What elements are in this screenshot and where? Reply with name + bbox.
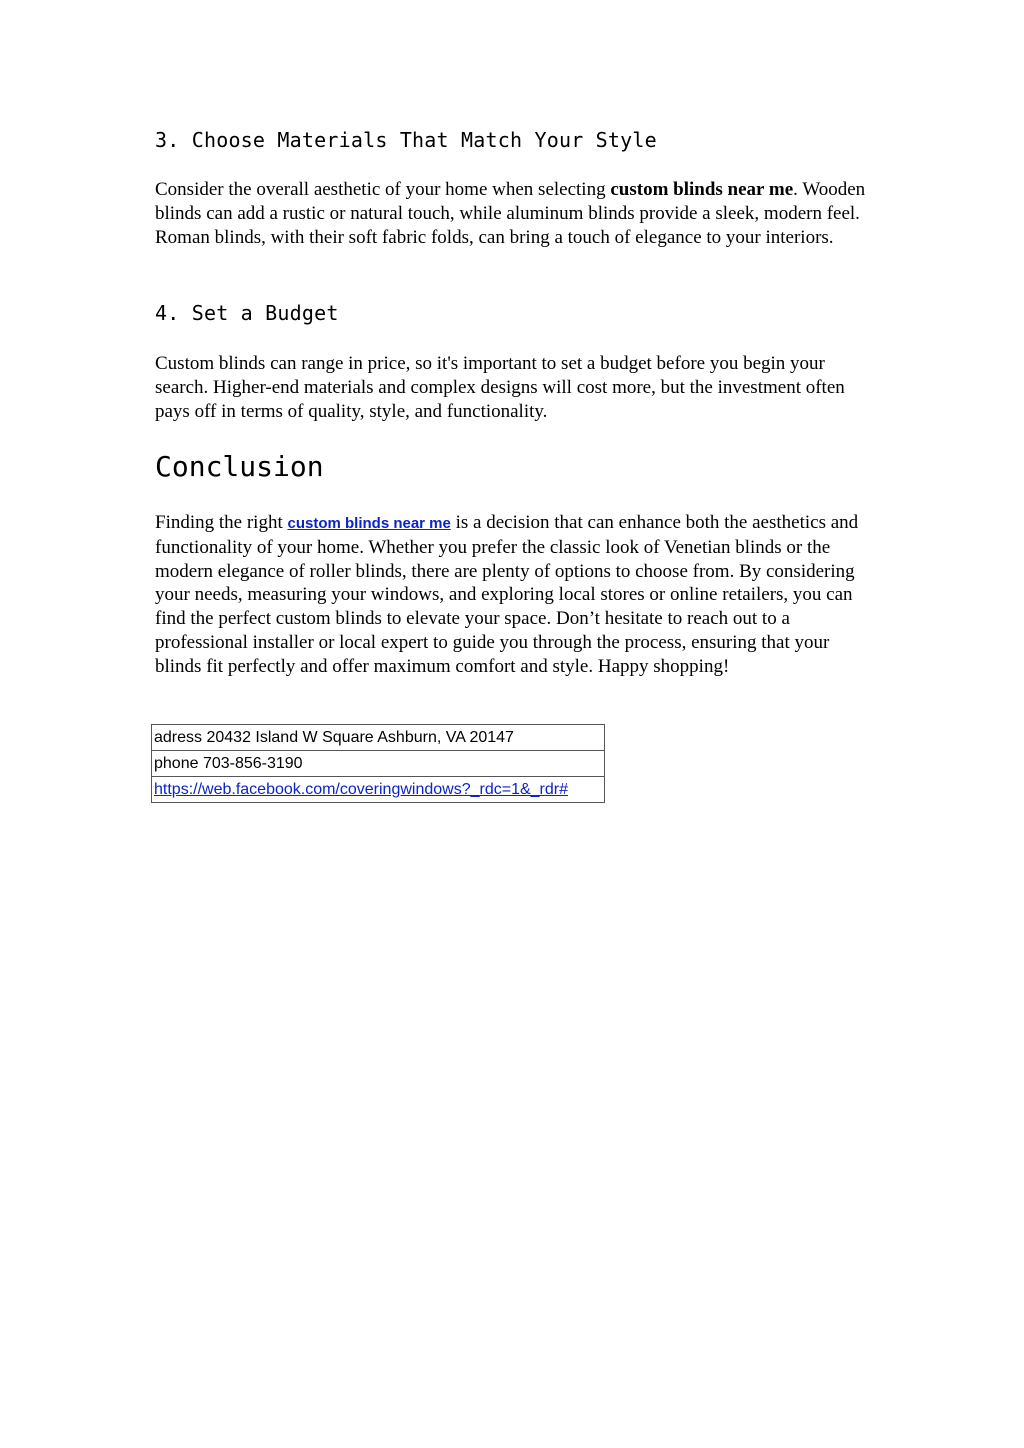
conclusion-text-before: Finding the right xyxy=(155,512,288,533)
section-3-text-before: Consider the overall aesthetic of your home when selecting xyxy=(155,179,611,200)
phone-cell: phone 703-856-3190 xyxy=(152,751,605,777)
contact-table xyxy=(151,724,605,803)
address-cell: adress 20432 Island W Square Ashburn, VA 20147 xyxy=(152,725,605,751)
section-3-text-after: . Wooden blinds can add a rustic or natural touch, while aluminum blinds provide a sleek, modern feel. Roman blinds, with their soft fabric folds, can bring a touch of elegance to your interiors. xyxy=(155,179,866,248)
facebook-cell xyxy=(152,777,605,803)
section-4-heading: 4. Set a Budget xyxy=(155,301,339,325)
conclusion-paragraph xyxy=(155,511,867,679)
contact-row-address xyxy=(152,725,605,751)
section-3-paragraph xyxy=(155,178,867,249)
contact-row-facebook xyxy=(152,777,605,803)
section-3-heading: 3. Choose Materials That Match Your Style xyxy=(155,128,657,152)
section-4-paragraph: Custom blinds can range in price, so it's important to set a budget before you begin your search. Higher-end materials and complex designs will cost more, but the investment often pays off in terms of quality, style, and functionality. xyxy=(155,353,845,422)
facebook-link[interactable]: https://web.facebook.com/coveringwindows?_rdc=1&_rdr# xyxy=(154,780,568,798)
custom-blinds-link[interactable]: custom blinds near me xyxy=(287,515,451,532)
conclusion-text-after: is a decision that can enhance both the aesthetics and functionality of your home. Whether you prefer the classic look of Venetian blinds or the modern elegance of roller blinds, there are plenty of options to choose from. By considering your needs, measuring your windows, and exploring local stores or online retailers, you can find the perfect custom blinds to elevate your space. Don’t hesitate to reach out to a professional installer or local expert to guide you through the process, ensuring that your blinds fit perfectly and offer maximum comfort and style. Happy shopping! xyxy=(155,512,859,677)
conclusion-heading: Conclusion xyxy=(155,450,324,483)
section-3-keyword: custom blinds near me xyxy=(610,179,794,200)
contact-row-phone xyxy=(152,751,605,777)
